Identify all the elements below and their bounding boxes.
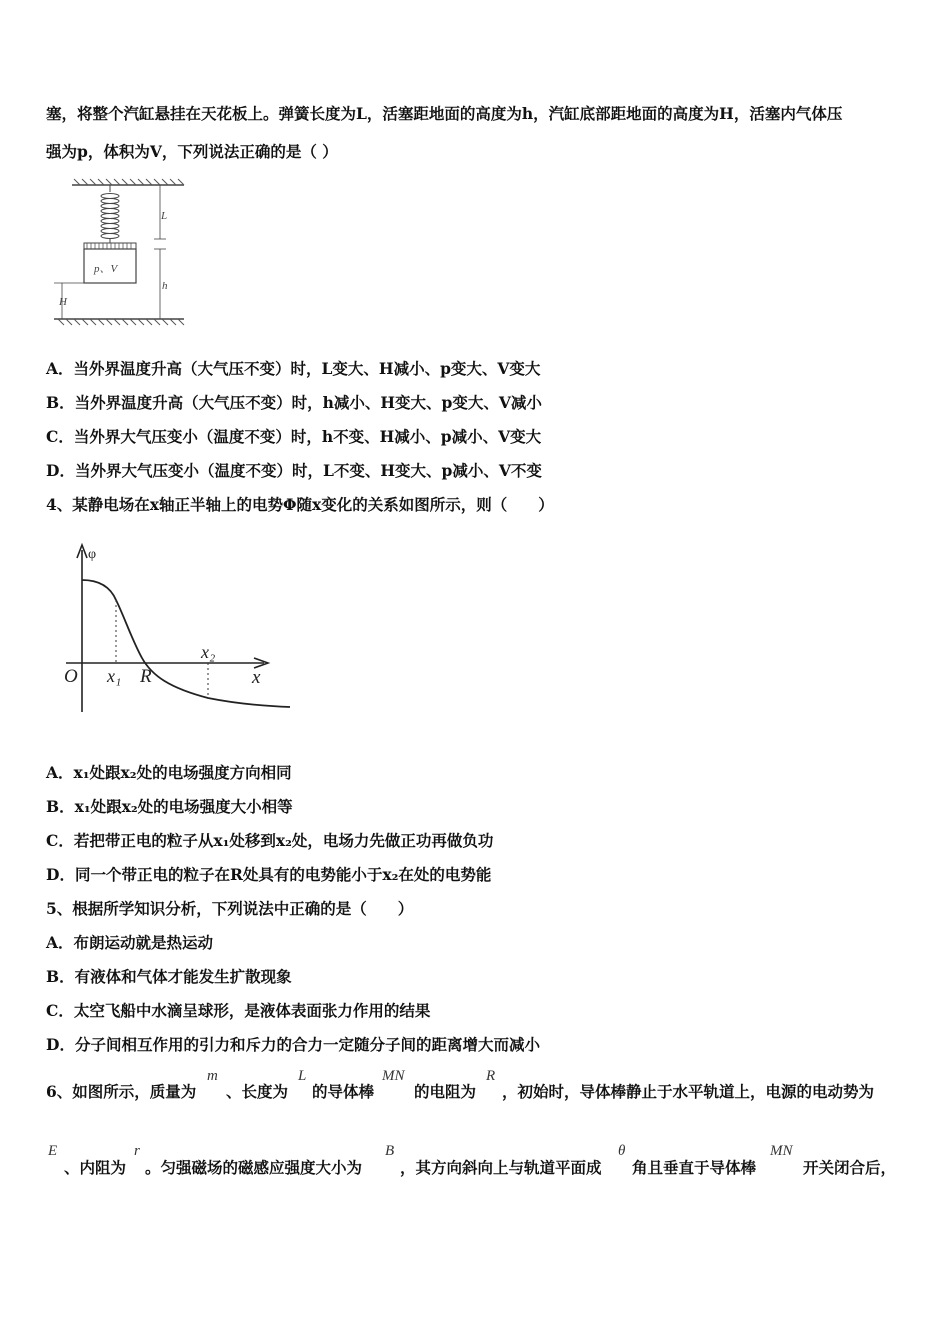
q6-text-1c: 的导体棒 [312,1082,375,1101]
q3-label-H: H [59,296,67,308]
q6-text-1d: 的电阻为 [414,1082,477,1101]
q5-option-d: D．分子间相互作用的引力和斥力的合力一定随分子间的距离增大而减小 [46,1035,540,1054]
q3-option-c: C．当外界大气压变小（温度不变）时，h不变、H减小、p减小、V变大 [46,427,542,446]
q6-text-2c: ，其方向斜向上与轨道平面成 [400,1158,602,1177]
q5-option-b: B．有液体和气体才能发生扩散现象 [46,967,292,986]
q4-option-a: A．x₁处跟x₂处的电场强度方向相同 [46,763,292,782]
q6-text-1e: ，初始时，导体棒静止于水平轨道上，电源的电动势为 [502,1082,875,1101]
q3-label-L: L [161,210,168,222]
q4-label-x1: x₁ [107,666,122,686]
q4-label-x: x [252,667,261,688]
q3-option-b: B．当外界温度升高（大气压不变）时，h减小、H变大、p变大、V减小 [46,393,542,412]
q4-label-R: R [140,666,152,687]
q3-stem-line2: 强为p，体积为V，下列说法正确的是（ ） [46,142,338,161]
q6-text-1b: 、长度为 [226,1082,289,1101]
q4-option-c: C．若把带正电的粒子从x₁处移到x₂处，电场力先做正功再做负功 [46,831,494,850]
q6-symbol-MN: MN [382,1068,405,1084]
q6-symbol-B: B [385,1143,395,1159]
q6-symbol-r: r [134,1143,140,1159]
q6-symbol-L: L [298,1068,307,1084]
q4-option-b: B．x₁处跟x₂处的电场强度大小相等 [46,797,293,816]
q5-stem: 5、根据所学知识分析，下列说法中正确的是（ ） [46,899,414,918]
q4-label-phi: φ [88,547,97,562]
q6-symbol-m: m [207,1068,218,1084]
q3-option-d: D．当外界大气压变小（温度不变）时，L不变、H变大、p减小、V不变 [46,461,542,480]
q4-potential-graph [58,540,298,716]
q6-symbol-R: R [486,1068,496,1084]
q6-text-2a: 、内阻为 [64,1158,127,1177]
q6-text-2b: 。匀强磁场的磁感应强度大小为 [145,1158,363,1177]
q4-option-d: D．同一个带正电的粒子在R处具有的电势能小于x₂在处的电势能 [46,865,492,884]
q6-symbol-theta: θ [618,1143,626,1159]
q6-symbol-E: E [48,1143,58,1159]
q5-option-a: A．布朗运动就是热运动 [46,933,214,952]
q4-stem: 4、某静电场在x轴正半轴上的电势Φ随x变化的关系如图所示，则（ ） [46,495,554,514]
q4-label-x2: x₂ [201,642,216,662]
q6-text-2d: 角且垂直于导体棒 [632,1158,757,1177]
q3-cylinder-figure [52,176,188,328]
q3-label-h: h [162,280,168,292]
q5-option-c: C．太空飞船中水滴呈球形，是液体表面张力作用的结果 [46,1001,431,1020]
q3-option-a: A．当外界温度升高（大气压不变）时，L变大、H减小、p变大、V变大 [46,359,541,378]
q4-label-O: O [64,666,78,687]
q3-label-pv: p、V [94,263,118,275]
q6-symbol-MN-2: MN [770,1143,793,1159]
q6-text-2e: 开关闭合后， [803,1158,897,1177]
q3-stem-line1: 塞，将整个汽缸悬挂在天花板上。弹簧长度为L，活塞距地面的高度为h，汽缸底部距地面的高度为H，活塞内气体压 [46,104,843,123]
q6-text-1a: 6、如图所示，质量为 [46,1082,197,1101]
